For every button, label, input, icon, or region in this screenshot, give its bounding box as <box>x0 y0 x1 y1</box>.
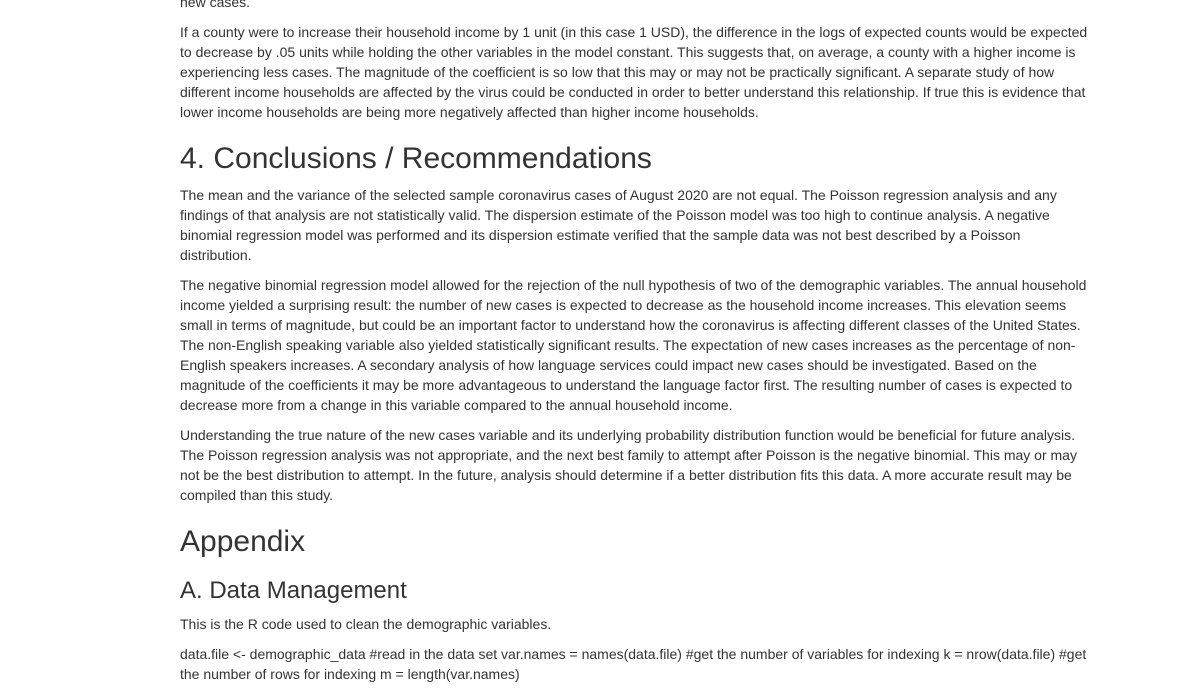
income-paragraph: If a county were to increase their household income by 1 unit (in this case 1 USD), the difference in the logs of expected counts would be expected to decrease by .05 units while holding the other variables in the model constant. This suggests that, on average, a county with a higher income is experiencing less cases. The magnitude of the coefficient is so low that this may or may not be practically significant. A separate study of how different income households are affected by the virus could be conducted in order to better understand this relationship. If true this is evidence that lower income households are being more negatively affected than higher income households. <box>180 24 1088 120</box>
appendix-heading: Appendix <box>180 525 306 558</box>
conclusions-paragraph-1: The mean and the variance of the selected sample coronavirus cases of August 2020 are not equal. The Poisson regression analysis and any findings of that analysis are not statistically valid. The dispersion estimate of the Poisson model was too high to continue analysis. A negative binomial regression model was performed and its dispersion estimate verified that the sample data was not best described by a Poisson distribution. <box>180 187 1057 263</box>
paragraph-tail: new cases. <box>180 0 251 10</box>
r-code-text: data.file <- demographic_data #read in the data set var.names = names(data.file) #get the number of variables for indexing k = nrow(data.file) #get the number of rows for indexing m = length(var.names) <box>180 646 1087 682</box>
data-management-intro: This is the R code used to clean the demographic variables. <box>180 616 552 632</box>
data-management-heading: A. Data Management <box>180 577 407 604</box>
conclusions-heading: 4. Conclusions / Recommendations <box>180 142 652 175</box>
article-content <box>180 0 1090 694</box>
conclusions-paragraph-2: The negative binomial regression model allowed for the rejection of the null hypothesis of two of the demographic variables. The annual household income yielded a surprising result: the number of new cases is expected to decrease as the household income increases. This elevation seems small in terms of magnitude, but could be an important factor to understand how the coronavirus is affecting different classes of the United States. The non-English speaking variable also yielded statistically significant results. The expectation of new cases increases as the percentage of non-English speakers increases. A secondary analysis of how language services could impact new cases should be investigated. Based on the magnitude of the coefficients it may be more advantageous to understand the language factor first. The resulting number of cases is expected to decrease more from a change in this variable compared to the annual household income. <box>180 277 1087 413</box>
conclusions-paragraph-3: Understanding the true nature of the new cases variable and its underlying probability distribution function would be beneficial for future analysis. The Poisson regression analysis was not appropriate, and the next best family to attempt after Poisson is the negative binomial. This may or may not be the best distribution to attempt. In the future, analysis should determine if a better distribution fits this data. A more accurate result may be compiled than this study. <box>180 427 1077 503</box>
